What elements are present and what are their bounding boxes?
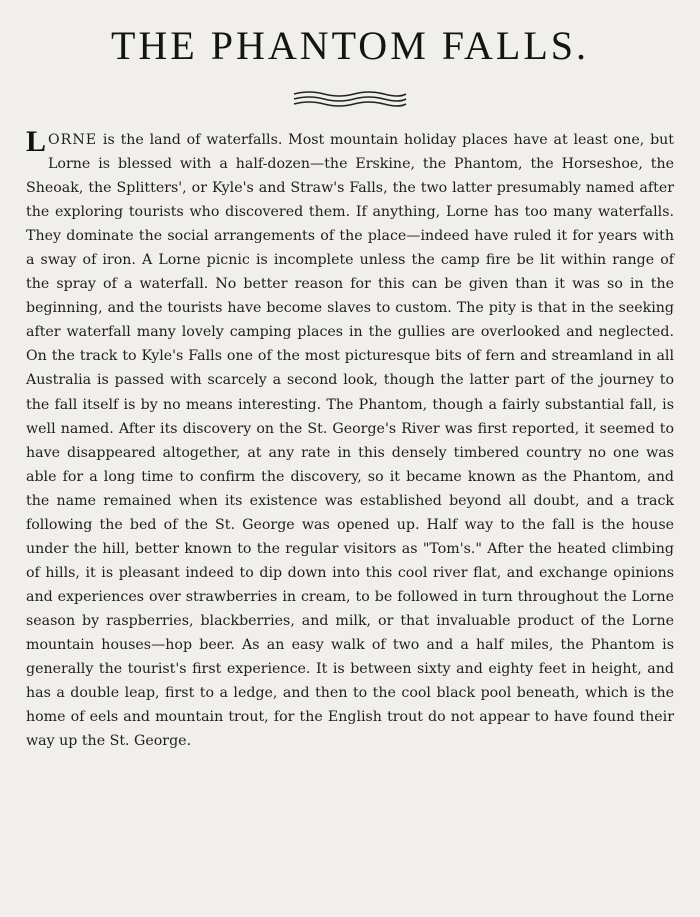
article-paragraph (26, 125, 674, 753)
wavy-lines-ornament-icon (290, 90, 410, 108)
paragraph-text: is the land of waterfalls. Most mountain holiday places have at least one, but Lorne is blessed with a half-dozen—the Erskine, the Phantom, the Horseshoe, the Sheoak, the Splitters', or Kyle's and Straw's Falls, the two latter presumably named after the exploring tourists who discovered them. If anything, Lorne has too many waterfalls. They dominate the social arrangements of the place—indeed have ruled it for years with a sway of iron. A Lorne picnic is incomplete unless the camp fire be lit within range of the spray of a waterfall. No better reason for this can be given than it was so in the beginning, and the tourists have become slaves to custom. The pity is that in the seeking after waterfall many lovely camping places in the gullies are overlooked and neglected. On the track to Kyle's Falls one of the most picturesque bits of fern and streamland in all Australia is passed with scarcely a second look, though the latter part of the journey to the fall itself is by no means interesting. The Phantom, though a fairly substantial fall, is well named. After its discovery on the St. George's River was first reported, it seemed to have disappeared altogether, at any rate in this densely timbered country no one was able for a long time to confirm the discovery, so it became known as the Phantom, and the name remained when its existence was established beyond all doubt, and a track following the bed of the St. George was opened up. Half way to the fall is the house under the hill, better known to the regular visitors as "Tom's." After the heated climbing of hills, it is pleasant indeed to dip down into this cool river flat, and exchange opinions and experiences over strawberries in cream, to be followed in turn throughout the Lorne season by raspberries, blackberries, and milk, or that invaluable product of the Lorne mountain houses—hop beer. As an easy walk of two and a half miles, the Phantom is generally the tourist's first experience. It is between sixty and eighty feet in height, and has a double leap, first to a ledge, and then to the cool black pool beneath, which is the home of eels and mountain trout, for the English trout do not appear to have found their way up the St. George. (26, 132, 674, 750)
first-word-rest: ORNE (48, 132, 98, 148)
page-title: THE PHANTOM FALLS. (110, 23, 590, 68)
drop-cap-letter: L (26, 125, 47, 158)
